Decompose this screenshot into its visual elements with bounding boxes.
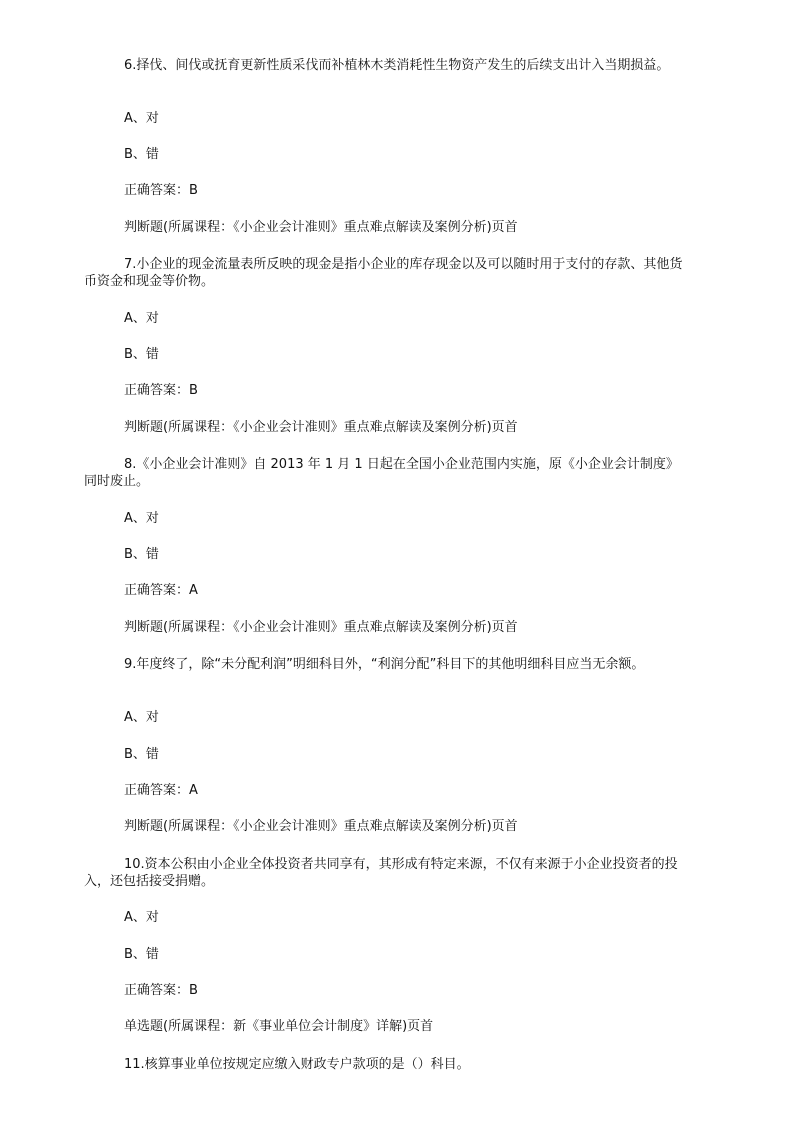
section-header-single-choice: 单选题(所属课程：新《事业单位会计制度》详解)页首 <box>124 1019 434 1034</box>
question-10-option-b: B、错 <box>124 947 159 962</box>
question-7-option-b: B、错 <box>124 347 159 362</box>
section-header-judgment-3: 判断题(所属课程：《小企业会计准则》重点难点解读及案例分析)页首 <box>124 620 518 635</box>
question-9-text: 9.年度终了，除“未分配利润”明细科目外，“利润分配”科目下的其他明细科目应当无余额。 <box>124 657 645 672</box>
question-8-text: 8.《小企业会计准则》自 2013 年 1 月 1 日起在全国小企业范围内实施，原《小企业会计制度》同时废止。 <box>84 457 679 489</box>
question-9-option-b: B、错 <box>124 747 159 762</box>
question-6-option-b: B、错 <box>124 147 159 162</box>
question-9-answer: 正确答案：A <box>124 783 198 798</box>
question-10-answer: 正确答案：B <box>124 983 198 998</box>
question-11-text: 11.核算事业单位按规定应缴入财政专户款项的是（）科目。 <box>124 1057 470 1072</box>
question-7-answer: 正确答案：B <box>124 383 198 398</box>
question-6-answer: 正确答案：B <box>124 183 198 198</box>
section-header-judgment-2: 判断题(所属课程：《小企业会计准则》重点难点解读及案例分析)页首 <box>124 420 518 435</box>
question-6-text: 6.择伐、间伐或抚育更新性质采伐而补植林木类消耗性生物资产发生的后续支出计入当期损益。 <box>124 58 670 73</box>
section-header-judgment-1: 判断题(所属课程：《小企业会计准则》重点难点解读及案例分析)页首 <box>124 220 518 235</box>
question-7-option-a: A、对 <box>124 311 159 326</box>
question-9-option-a: A、对 <box>124 710 159 725</box>
question-8-answer: 正确答案：A <box>124 583 198 598</box>
section-header-judgment-4: 判断题(所属课程：《小企业会计准则》重点难点解读及案例分析)页首 <box>124 819 518 834</box>
question-7-text: 7.小企业的现金流量表所反映的现金是指小企业的库存现金以及可以随时用于支付的存款、其他货币资金和现金等价物。 <box>84 257 683 289</box>
question-8-option-b: B、错 <box>124 547 159 562</box>
question-10-text: 10.资本公积由小企业全体投资者共同享有，其形成有特定来源，不仅有来源于小企业投资者的投入，还包括接受捐赠。 <box>84 857 678 889</box>
question-6-option-a: A、对 <box>124 111 159 126</box>
question-10-option-a: A、对 <box>124 910 159 925</box>
question-8-option-a: A、对 <box>124 511 159 526</box>
